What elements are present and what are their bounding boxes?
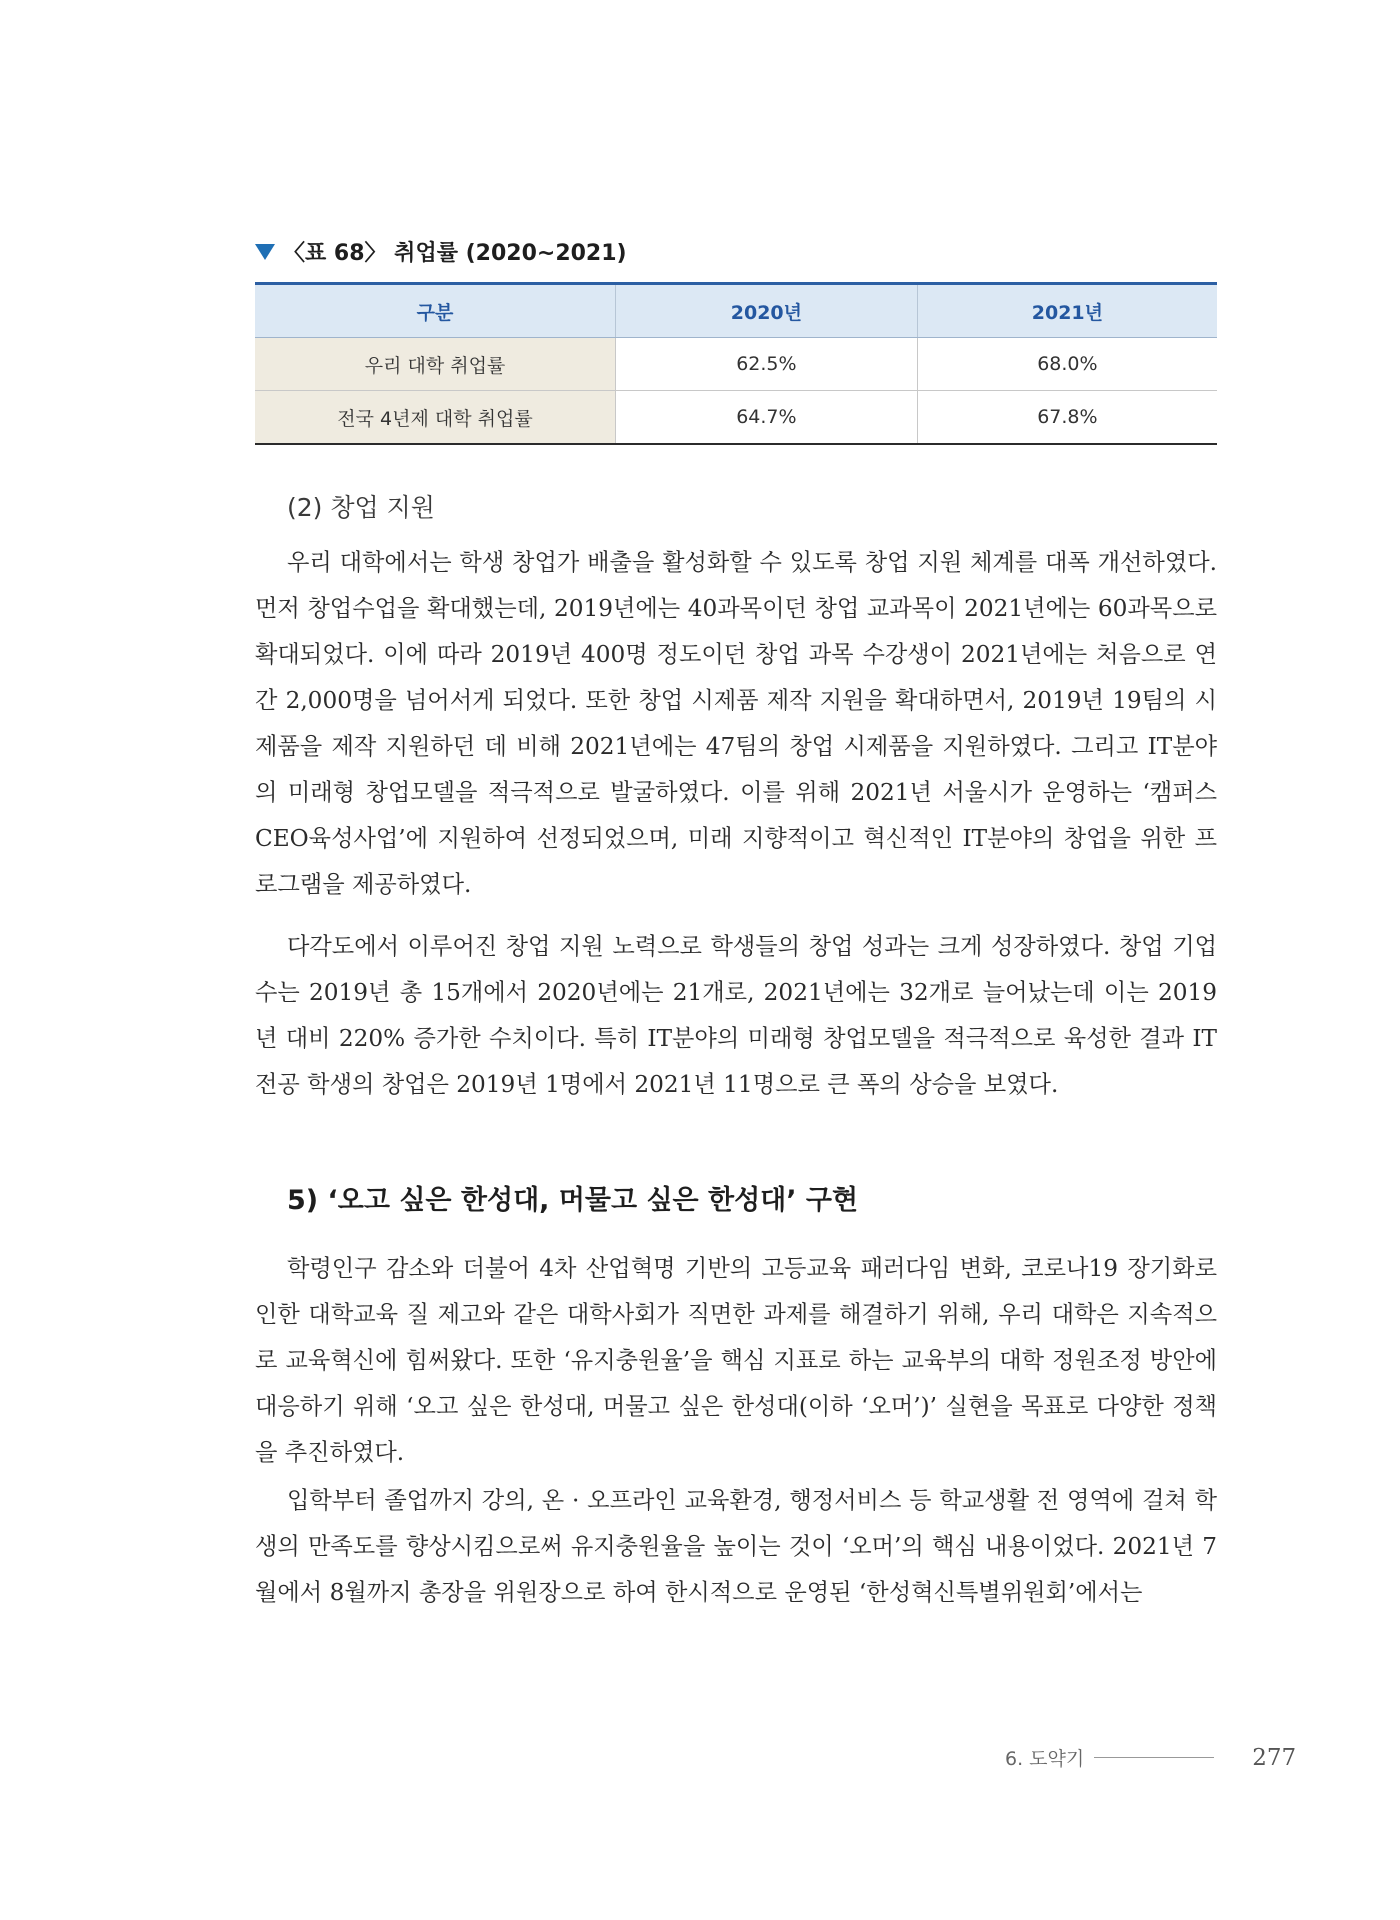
- triangle-down-icon: [255, 244, 275, 260]
- column-header: 2021년: [917, 284, 1217, 338]
- employment-rate-table: [255, 282, 1217, 445]
- chapter-label: 6. 도약기: [1005, 1748, 1085, 1770]
- page-footer: [1005, 1744, 1296, 1771]
- table-row: [255, 391, 1217, 445]
- footer-rule: [1094, 1757, 1214, 1758]
- table-cell: 67.8%: [917, 391, 1217, 445]
- body-paragraph: 다각도에서 이루어진 창업 지원 노력으로 학생들의 창업 성과는 크게 성장하였다. 창업 기업 수는 2019년 총 15개에서 2020년에는 21개로, 2021년에는 32개로 늘어났는데 이는 2019년 대비 220% 증가한 수치이다. 특히 IT분야의 미래형 창업모델을 적극적으로 육성한 결과 IT전공 학생의 창업은 2019년 1명에서 2021년 11명으로 큰 폭의 상승을 보였다.: [255, 933, 1217, 1098]
- column-header: 2020년: [616, 284, 918, 338]
- subsection-title: (2) 창업 지원: [287, 493, 435, 522]
- table-header-row: [255, 284, 1217, 338]
- page-number: 277: [1252, 1744, 1297, 1771]
- row-header: 전국 4년제 대학 취업률: [255, 391, 616, 445]
- table-caption: [255, 236, 627, 267]
- body-paragraph: 우리 대학에서는 학생 창업가 배출을 활성화할 수 있도록 창업 지원 체계를 대폭 개선하였다. 먼저 창업수업을 확대했는데, 2019년에는 40과목이던 창업 교과목이 2021년에는 60과목으로 확대되었다. 이에 따라 2019년 400명 정도이던 창업 과목 수강생이 2021년에는 처음으로 연간 2,000명을 넘어서게 되었다. 또한 창업 시제품 제작 지원을 확대하면서, 2019년 19팀의 시제품을 제작 지원하던 데 비해 2021년에는 47팀의 창업 시제품을 지원하였다. 그리고 IT분야의 미래형 창업모델을 적극적으로 발굴하였다. 이를 위해 2021년 서울시가 운영하는 ‘캠퍼스CEO육성사업’에 지원하여 선정되었으며, 미래 지향적이고 혁신적인 IT분야의 창업을 위한 프로그램을 제공하였다.: [255, 549, 1217, 898]
- body-paragraph: 학령인구 감소와 더불어 4차 산업혁명 기반의 고등교육 패러다임 변화, 코로나19 장기화로 인한 대학교육 질 제고와 같은 대학사회가 직면한 과제를 해결하기 위해, 우리 대학은 지속적으로 교육혁신에 힘써왔다. 또한 ‘유지충원율’을 핵심 지표로 하는 교육부의 대학 정원조정 방안에 대응하기 위해 ‘오고 싶은 한성대, 머물고 싶은 한성대(이하 ‘오머’)’ 실현을 목표로 다양한 정책을 추진하였다.: [255, 1255, 1217, 1466]
- section-title: 5) ‘오고 싶은 한성대, 머물고 싶은 한성대’ 구현: [287, 1185, 859, 1216]
- table-cell: 62.5%: [616, 338, 918, 391]
- table-cell: 64.7%: [616, 391, 918, 445]
- table-cell: 68.0%: [917, 338, 1217, 391]
- table-row: [255, 338, 1217, 391]
- column-header: 구분: [255, 284, 616, 338]
- body-paragraph: 입학부터 졸업까지 강의, 온 · 오프라인 교육환경, 행정서비스 등 학교생활 전 영역에 걸쳐 학생의 만족도를 향상시킴으로써 유지충원율을 높이는 것이 ‘오머’의 핵심 내용이었다. 2021년 7월에서 8월까지 총장을 위원장으로 하여 한시적으로 운영된 ‘한성혁신특별위원회’에서는: [255, 1487, 1217, 1606]
- table-caption-text: 〈표 68〉 취업률 (2020~2021): [283, 241, 627, 266]
- row-header: 우리 대학 취업률: [255, 338, 616, 391]
